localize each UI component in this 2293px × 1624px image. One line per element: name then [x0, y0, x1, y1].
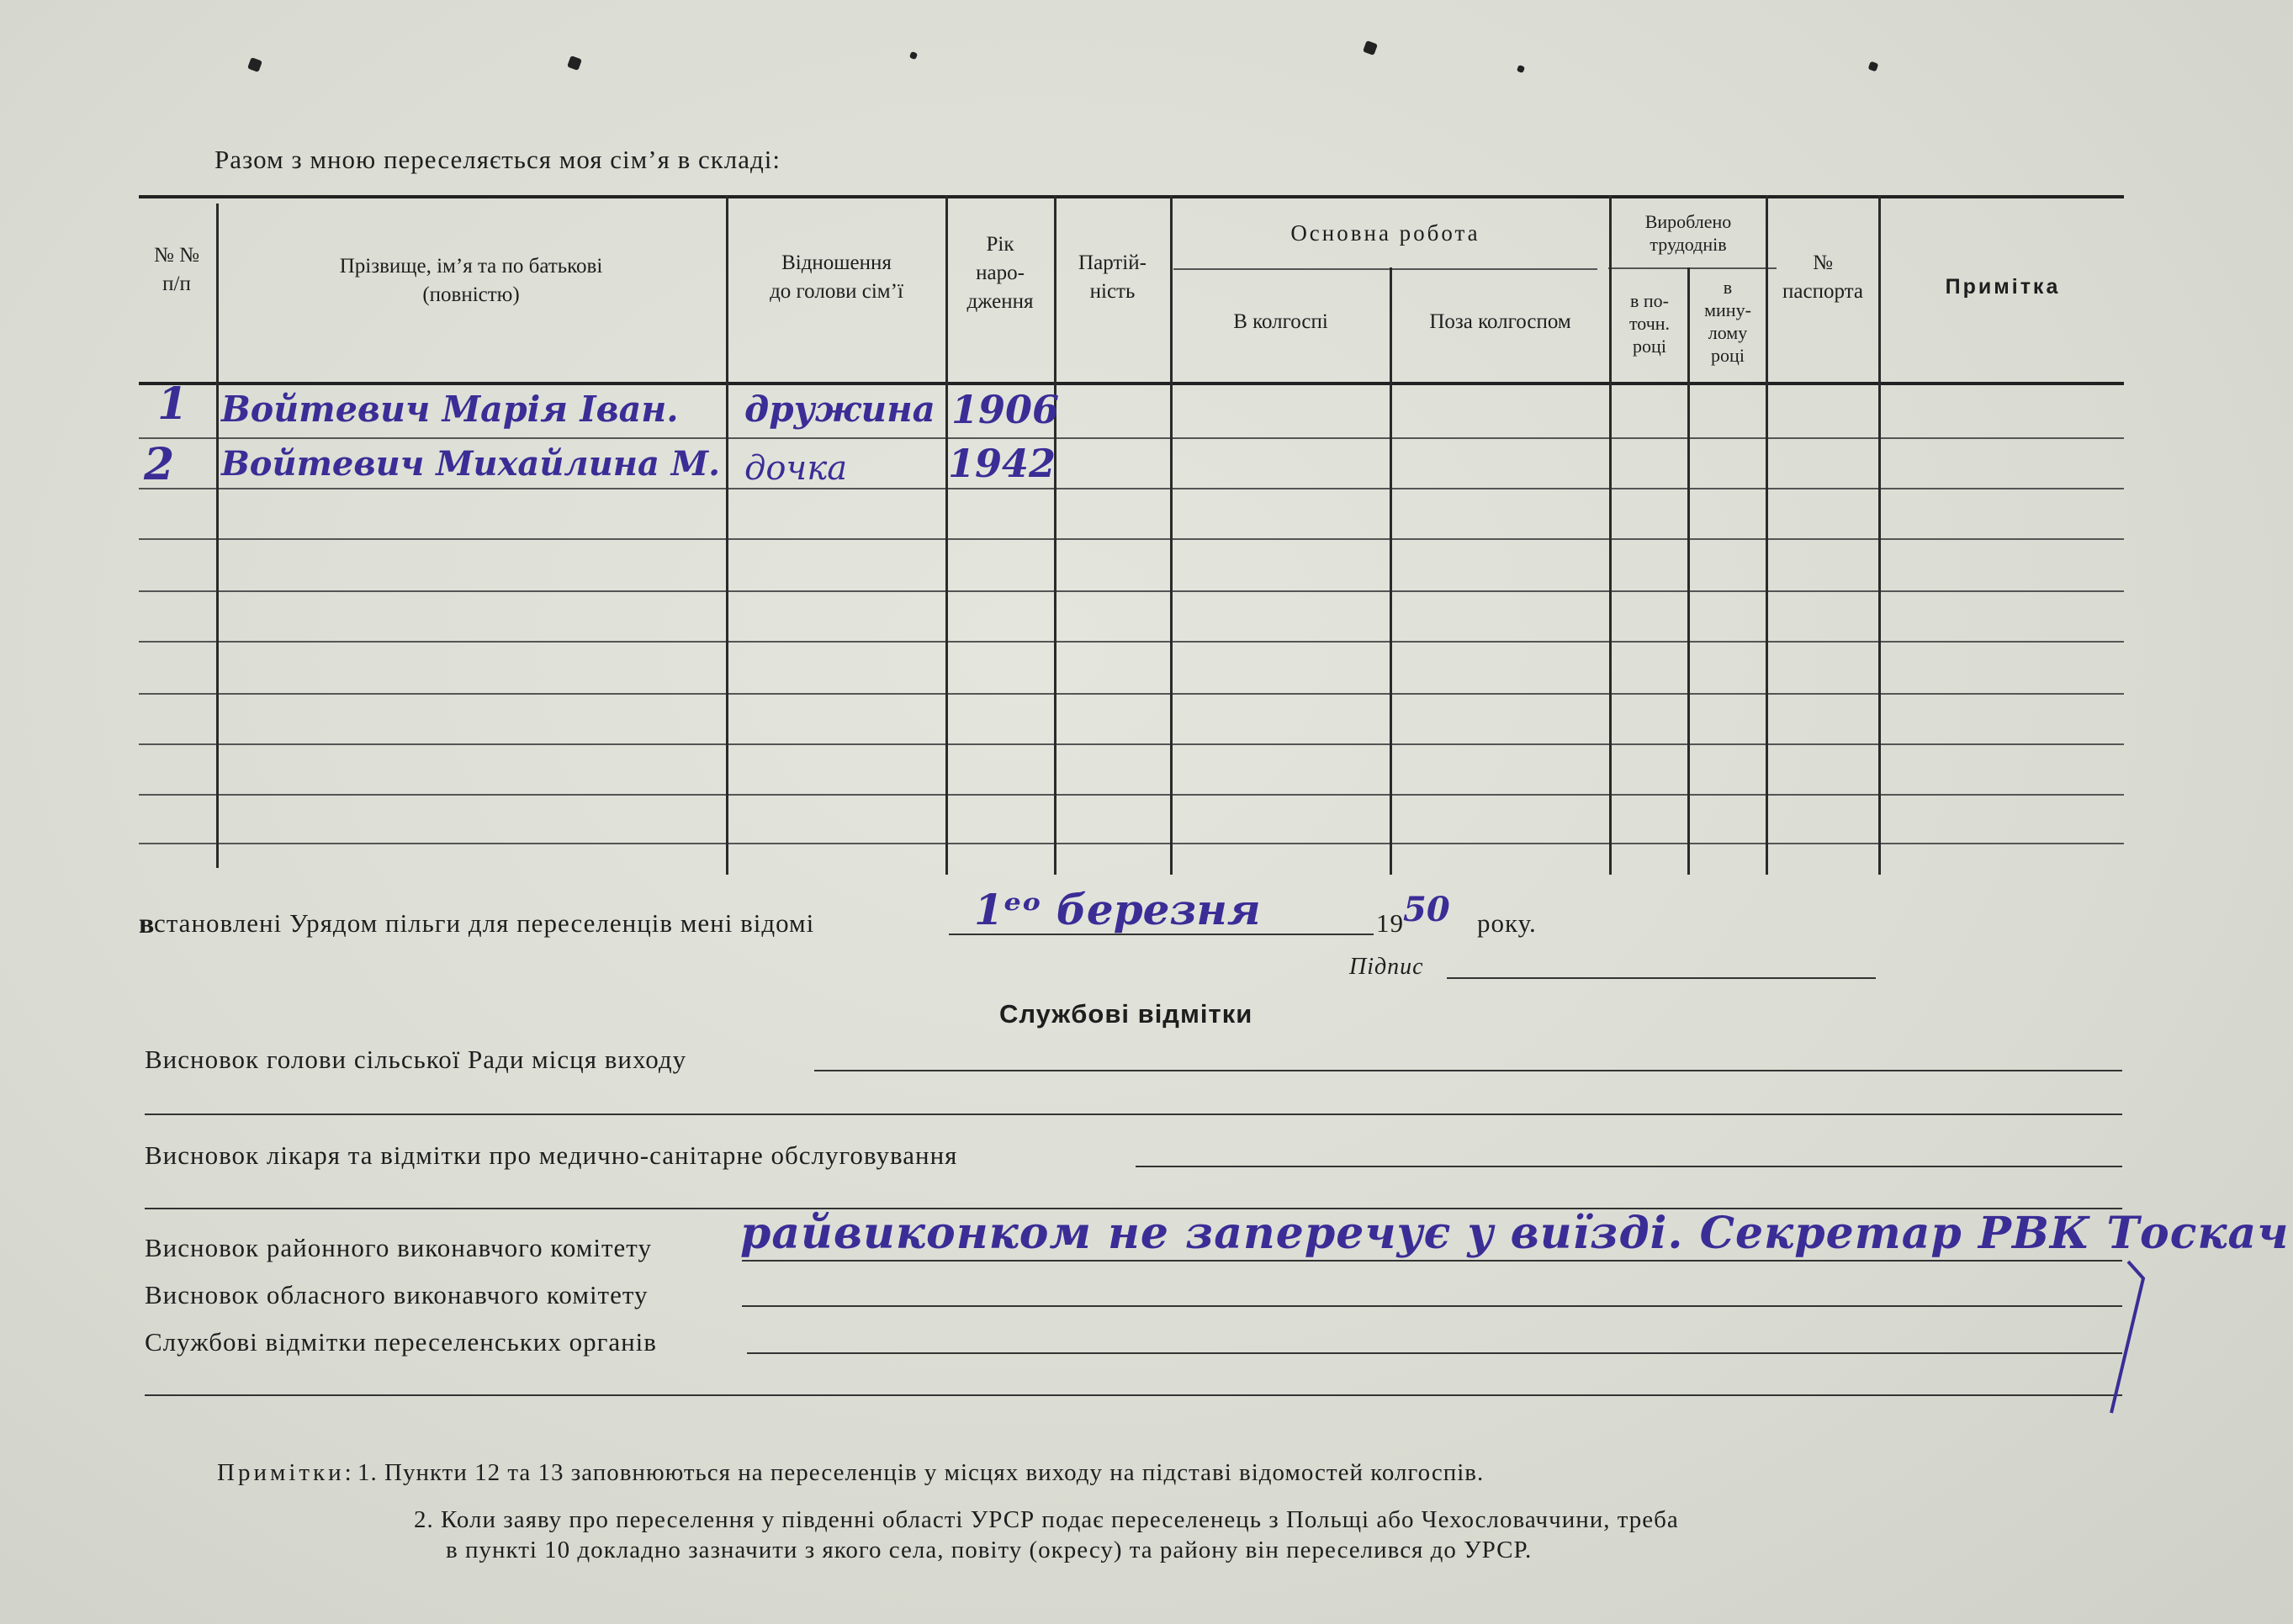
notes-label: Примітки:	[217, 1459, 355, 1486]
village-council-line-2	[145, 1114, 2122, 1115]
col-divider	[1390, 267, 1392, 875]
header-workdays: Вироблено трудоднів	[1644, 211, 1732, 255]
benefits-year-suffix: року.	[1477, 908, 1537, 938]
punch-mark	[567, 56, 582, 71]
col-divider	[1170, 195, 1173, 875]
header-num: № № п/п	[154, 244, 199, 295]
table-header-rule	[139, 382, 2124, 385]
benefits-year-printed: 19	[1376, 908, 1404, 938]
doctor-label: Висновок лікаря та відмітки про медично-санітарне обслуговування	[145, 1140, 958, 1170]
punch-mark	[247, 57, 262, 72]
row2-birth-year: 1942	[948, 441, 1056, 486]
main-work-rule	[1173, 268, 1597, 270]
header-birth-year: Рік наро- дження	[966, 233, 1034, 313]
header-relation: Відношення до голови сім’ї	[770, 251, 903, 303]
punch-mark	[1868, 61, 1879, 72]
table-row-rule	[139, 693, 2124, 695]
table-top-rule	[139, 195, 2124, 198]
table-row-rule	[139, 794, 2124, 796]
district-label: Висновок районного виконавчого комітету	[145, 1233, 652, 1262]
table-row-rule	[139, 538, 2124, 540]
punch-mark	[909, 51, 918, 60]
header-workdays-last: в мину- лому році	[1704, 277, 1751, 366]
header-party: Партій- ність	[1078, 251, 1146, 303]
benefits-text: становлені Урядом пільги для переселенців мені відомі	[154, 908, 815, 938]
header-name: Прізвище, ім’я та по батькові (повністю)	[339, 255, 603, 306]
signature-line	[1447, 977, 1876, 979]
table-row-rule	[139, 743, 2124, 745]
family-table	[139, 195, 2124, 875]
table-row-rule	[139, 437, 2124, 439]
district-line	[742, 1260, 2122, 1262]
header-passport: № паспорта	[1782, 251, 1863, 303]
header-workdays-current: в по- точн. році	[1628, 290, 1671, 357]
table-row-rule	[139, 590, 2124, 592]
resettlement-line-2	[145, 1394, 2122, 1396]
oblast-line	[742, 1305, 2122, 1307]
row1-num: 1	[157, 378, 188, 430]
family-intro-text: Разом з мною переселяється моя сім’я в складі:	[214, 145, 781, 174]
row1-birth-year: 1906	[951, 387, 1060, 432]
row2-name: Войтевич Михайлина М.	[221, 444, 720, 484]
header-note: Примітка	[1945, 275, 2061, 299]
col-divider	[726, 195, 728, 875]
district-hand: райвиконком не заперечує у виїзді. Секретар РВК Тоскач	[740, 1208, 2290, 1259]
header-main-work: Основна робота	[1290, 220, 1480, 246]
workdays-rule	[1608, 267, 1777, 269]
village-council-line	[814, 1070, 2122, 1071]
doctor-line	[1136, 1166, 2122, 1167]
notes-item-2-line-2: в пункті 10 докладно зазначити з якого села, повіту (окресу) та району він переселився до УРСР.	[446, 1537, 1533, 1563]
benefits-year-hand: 50	[1403, 890, 1450, 929]
punch-mark	[1517, 65, 1525, 73]
row2-num: 2	[144, 439, 175, 490]
resettlement-label: Службові відмітки переселенських органів	[145, 1327, 657, 1357]
benefits-date-hand: 1ᵉᵒ березня	[974, 885, 1261, 934]
row1-relation: дружина	[744, 389, 935, 430]
punch-mark	[1363, 40, 1378, 56]
row1-name: Войтевич Марія Іван.	[221, 389, 679, 430]
pen-stroke-mark	[2086, 1253, 2153, 1421]
benefits-prefix: в	[139, 908, 156, 939]
resettlement-line	[747, 1352, 2122, 1354]
notes-item-1: 1. Пункти 12 та 13 заповнюються на переселенців у місцях виходу на підставі відомостей колгоспів.	[357, 1459, 1485, 1486]
header-outside-kolhosp: Поза колгоспом	[1429, 310, 1571, 333]
official-marks-title: Службові відмітки	[999, 999, 1253, 1029]
table-row-rule	[139, 641, 2124, 643]
notes-item-2-line-1: 2. Коли заяву про переселення у південні області УРСР подає переселенець з Польщі або Чехословаччини, треба	[414, 1506, 1679, 1533]
row2-relation: дочка	[744, 449, 848, 488]
table-row-rule	[139, 843, 2124, 844]
signature-label: Підпис	[1349, 954, 1424, 980]
oblast-label: Висновок обласного виконавчого комітету	[145, 1280, 649, 1309]
header-in-kolhosp: В колгоспі	[1233, 310, 1328, 333]
village-council-label: Висновок голови сільської Ради місця виходу	[145, 1045, 687, 1074]
table-row-rule	[139, 488, 2124, 489]
